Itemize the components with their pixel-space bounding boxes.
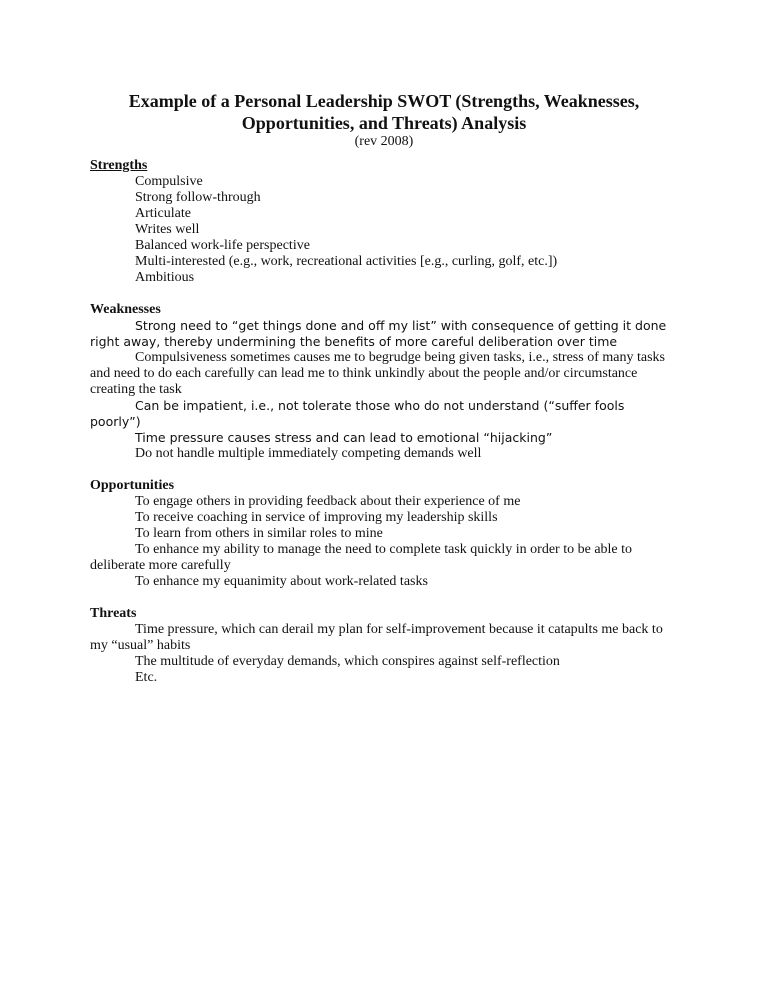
strength-item: Writes well (135, 222, 200, 237)
strength-item: Balanced work-life perspective (135, 238, 310, 253)
opportunities-heading: Opportunities (90, 478, 175, 493)
title-line-2: Opportunities, and Threats) Analysis (241, 113, 527, 133)
threat-item: The multitude of everyday demands, which conspires against self-reflection (135, 654, 560, 669)
opportunity-item: To receive coaching in service of improving my leadership skills (135, 510, 498, 525)
opportunity-item: To learn from others in similar roles to mine (135, 526, 383, 541)
threat-item: Etc. (135, 670, 158, 685)
strengths-heading: Strengths (90, 158, 148, 173)
title-line-1: Example of a Personal Leadership SWOT (Strengths, Weaknesses, (128, 91, 640, 111)
weaknesses-section (90, 302, 678, 462)
opportunity-item: To enhance my equanimity about work-related tasks (135, 574, 428, 589)
opportunity-item: To engage others in providing feedback about their experience of me (135, 494, 521, 509)
strength-item: Ambitious (135, 270, 195, 285)
strength-item: Strong follow-through (135, 190, 261, 205)
weakness-item: Compulsiveness sometimes causes me to begrudge being given tasks, i.e., stress of many tasks and need to do each carefully can lead me to think unkindly about the people and/or circumstance creating the task (90, 350, 665, 397)
strength-item: Compulsive (135, 174, 203, 189)
strength-item: Articulate (135, 206, 191, 221)
document-subtitle: (rev 2008) (354, 134, 414, 149)
weakness-item: Can be impatient, i.e., not tolerate those who do not understand (“suffer fools poorly”) (90, 398, 625, 429)
weakness-item: Do not handle multiple immediately competing demands well (135, 446, 482, 461)
opportunities-section (90, 478, 678, 590)
weakness-item: Time pressure causes stress and can lead to emotional “hijacking” (135, 430, 553, 445)
strengths-section (90, 158, 678, 286)
threat-item: Time pressure, which can derail my plan for self-improvement because it catapults me back to my “usual” habits (90, 622, 663, 653)
opportunity-item: To enhance my ability to manage the need to complete task quickly in order to be able to deliberate more carefully (90, 542, 633, 573)
threats-section (90, 606, 678, 686)
weakness-item: Strong need to “get things done and off my list” with consequence of getting it done right away, thereby undermining the benefits of more careful deliberation over time (90, 318, 667, 349)
weaknesses-heading: Weaknesses (90, 302, 161, 317)
document-title (90, 90, 678, 134)
threats-heading: Threats (90, 606, 137, 621)
strength-item: Multi-interested (e.g., work, recreational activities [e.g., curling, golf, etc.]) (135, 254, 558, 269)
